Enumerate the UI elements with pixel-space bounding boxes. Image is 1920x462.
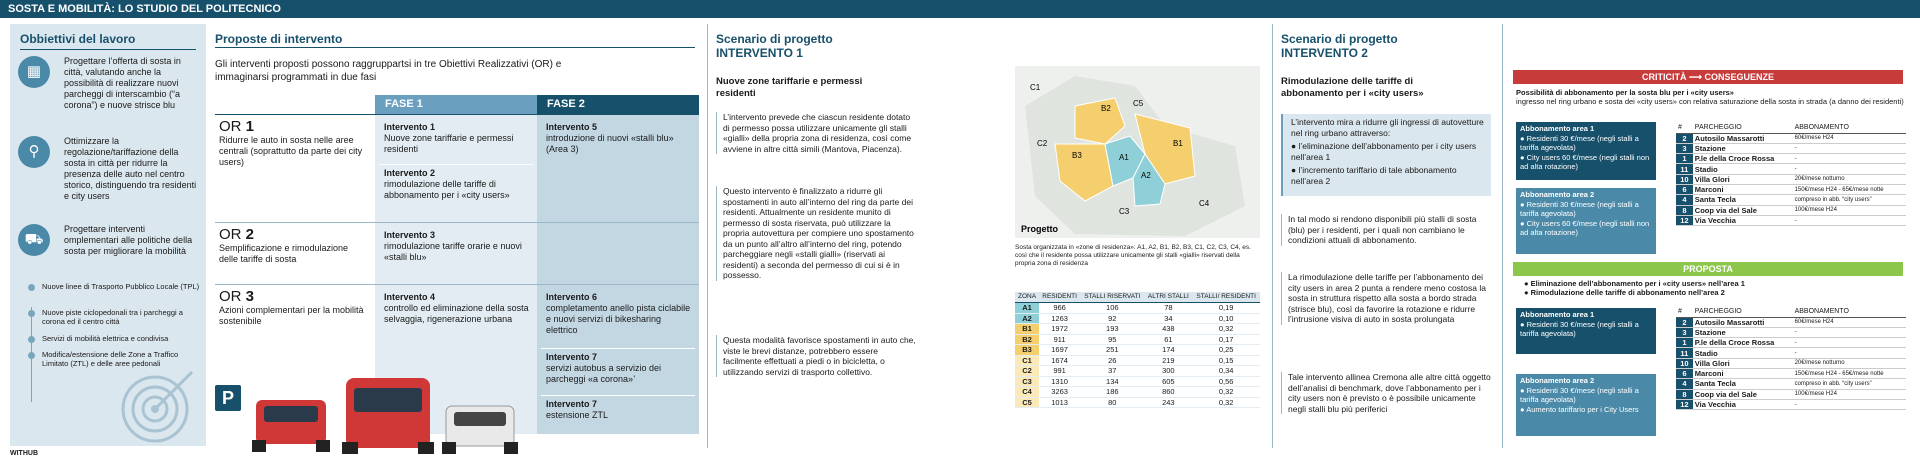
parking-name: Coop via del Sale bbox=[1693, 205, 1793, 215]
page-header: SOSTA E MOBILITÀ: LO STUDIO DEL POLITECNICO bbox=[0, 0, 1920, 18]
proposals-intro: Gli interventi proposti possono raggruppartsi in tre Obiettivi Realizzativi (OR) e immaginarsi programmati in due fasi bbox=[215, 59, 562, 83]
parking-fee: 60€/mese H24 bbox=[1793, 133, 1906, 143]
scenario2-box-intro: L’intervento mira a ridurre gli ingressi di autovetture nel ring urbano attraverso: bbox=[1291, 117, 1484, 138]
value-cell: 0,56 bbox=[1192, 376, 1260, 387]
value-cell: 0,32 bbox=[1192, 324, 1260, 335]
parking-row bbox=[1676, 174, 1906, 184]
parking-name: Marconi bbox=[1693, 184, 1793, 194]
value-cell: 106 bbox=[1080, 303, 1144, 314]
th-residenti: RESIDENTI bbox=[1039, 292, 1080, 303]
parking-name: Via Vecchia bbox=[1693, 215, 1793, 225]
value-cell: 26 bbox=[1080, 355, 1144, 366]
parking-fee: - bbox=[1793, 154, 1906, 164]
parking-fee: compreso in abb. “city users” bbox=[1793, 379, 1906, 389]
parking-fee: - bbox=[1793, 348, 1906, 358]
parking-fee: - bbox=[1793, 143, 1906, 153]
bullet-ztl: Modifica/estensione delle Zone a Traffico Limitato (ZTL) e delle aree pedonali bbox=[28, 350, 204, 368]
th-zona: ZONA bbox=[1015, 292, 1039, 303]
bullet-tpl: Nuove linee di Trasporto Pubblico Locale (TPL) bbox=[28, 282, 204, 291]
parking-name: Stadio bbox=[1693, 348, 1793, 358]
map-zone-b3: B3 bbox=[1072, 151, 1082, 160]
parking-row bbox=[1676, 133, 1906, 143]
zone-row bbox=[1015, 324, 1260, 335]
parking-fee: 100€/mese H24 bbox=[1793, 205, 1906, 215]
intervento-1: Intervento 1 Nuove zone tariffarie e permessi residenti bbox=[384, 122, 514, 154]
zones-table bbox=[1015, 292, 1260, 408]
parking-number: 10 bbox=[1676, 174, 1693, 184]
parking-fee: - bbox=[1793, 327, 1906, 337]
parking-number: 12 bbox=[1676, 215, 1693, 225]
parking-number: 4 bbox=[1676, 195, 1693, 205]
parking-row bbox=[1676, 348, 1906, 358]
objective-1-text: Progettare l’offerta di sosta in città, valutando anche la possibilità di realizzare nuovi parcheggi di interscambio (“a corona”) e nuove strisce blu bbox=[64, 56, 181, 110]
value-cell: 0,32 bbox=[1192, 387, 1260, 398]
zone-cell: C5 bbox=[1015, 397, 1039, 408]
parking-number: 2 bbox=[1676, 133, 1693, 143]
zone-cell: B2 bbox=[1015, 334, 1039, 345]
value-cell: 219 bbox=[1144, 355, 1192, 366]
intervento-5: Intervento 5 introduzione di nuovi «stalli blu» (Area 3) bbox=[546, 122, 674, 154]
criticita-title: Possibilità di abbonamento per la sosta blu per i «city users» bbox=[1516, 88, 1734, 97]
value-cell: 186 bbox=[1080, 387, 1144, 398]
th-stalli-residenti: STALLI/ RESIDENTI bbox=[1192, 292, 1260, 303]
parking-number: 3 bbox=[1676, 143, 1693, 153]
value-cell: 0,32 bbox=[1192, 397, 1260, 408]
parking-row bbox=[1676, 164, 1906, 174]
parking-row bbox=[1676, 154, 1906, 164]
parking-fee: - bbox=[1793, 164, 1906, 174]
value-cell: 438 bbox=[1144, 324, 1192, 335]
map-zone-c3: C3 bbox=[1119, 207, 1130, 216]
parking-fee: - bbox=[1793, 399, 1906, 409]
value-cell: 243 bbox=[1144, 397, 1192, 408]
scenario1-p3: Questa modalità favorisce spostamenti in auto che, viste le brevi distanze, potrebbero essere facilmente effettuati a piedi o in bicicletta, o utilizzando servizi di trasporto collettivo. bbox=[716, 335, 916, 377]
value-cell: 92 bbox=[1080, 313, 1144, 324]
scenario1-title: Scenario di progetto INTERVENTO 1 bbox=[716, 32, 833, 60]
map-zone-a2: A2 bbox=[1141, 171, 1151, 180]
parking-name: Villa Glori bbox=[1693, 174, 1793, 184]
phase-1-header: FASE 1 bbox=[375, 95, 537, 114]
parking-name: Stadio bbox=[1693, 164, 1793, 174]
intervento-2: Intervento 2 rimodulazione delle tariffe di abbonamento per i «city users» bbox=[384, 168, 510, 200]
parking-row bbox=[1676, 368, 1906, 378]
scenario2-subtitle: Rimodulazione delle tariffe di abbonamento per i «city users» bbox=[1281, 76, 1424, 99]
parking-fee: - bbox=[1793, 215, 1906, 225]
value-cell: 300 bbox=[1144, 366, 1192, 377]
parking-table-current: # PARCHEGGIO ABBONAMENTO 2 Autosilo Massarotti 60€/mese H24 3 Stazione - 1 P.le della Croce Rossa - 11 Stadio - 10 Villa Glori 20€/mese notturno 6 Marconi 150€/mese H24 - 65€/mese notte 4 Santa Tecla compreso in abb. “city users” 8 Coop via del Sale 100€/mese H24 12 Via Vecchia - bbox=[1676, 122, 1906, 226]
parking-number: 4 bbox=[1676, 379, 1693, 389]
zone-cell: B3 bbox=[1015, 345, 1039, 356]
value-cell: 1972 bbox=[1039, 324, 1080, 335]
value-cell: 34 bbox=[1144, 313, 1192, 324]
map-zone-b2: B2 bbox=[1101, 104, 1111, 113]
parking-name: Autosilo Massarotti bbox=[1693, 317, 1793, 327]
zone-row bbox=[1015, 387, 1260, 398]
intervento-6: Intervento 6 completamento anello pista ciclabile e nuovi servizi di bikesharing elettrico bbox=[546, 292, 691, 335]
zones-map bbox=[1015, 66, 1260, 238]
value-cell: 61 bbox=[1144, 334, 1192, 345]
map-zone-c4: C4 bbox=[1199, 199, 1210, 208]
value-cell: 911 bbox=[1039, 334, 1080, 345]
parking-number: 3 bbox=[1676, 327, 1693, 337]
parking-row bbox=[1676, 327, 1906, 337]
red-truck-icon bbox=[342, 378, 434, 454]
criticita-text: ingresso nel ring urbano e sosta dei «city users» con relativa saturazione della sosta in strada (a danno dei residenti) bbox=[1516, 97, 1904, 106]
th-stalli-riservati: STALLI RISERVATI bbox=[1080, 292, 1144, 303]
parking-number: 12 bbox=[1676, 399, 1693, 409]
parking-name: Santa Tecla bbox=[1693, 379, 1793, 389]
parking-row bbox=[1676, 195, 1906, 205]
value-cell: 1674 bbox=[1039, 355, 1080, 366]
parking-fee: - bbox=[1793, 338, 1906, 348]
parking-row bbox=[1676, 338, 1906, 348]
map-zone-c5: C5 bbox=[1133, 99, 1144, 108]
criticita-banner: CRITICITÀ ⟶ CONSEGUENZE bbox=[1513, 70, 1903, 84]
parking-name: Via Vecchia bbox=[1693, 399, 1793, 409]
objective-3-text: Progettare interventi omplementari alle politiche della sosta per migliorare la mobilità bbox=[64, 224, 193, 256]
parking-name: Stazione bbox=[1693, 327, 1793, 337]
zone-row bbox=[1015, 334, 1260, 345]
zone-cell: A1 bbox=[1015, 303, 1039, 314]
value-cell: 0,25 bbox=[1192, 345, 1260, 356]
parking-name: Coop via del Sale bbox=[1693, 389, 1793, 399]
intervento-4: Intervento 4 controllo ed eliminazione della sosta selvaggia, rigenerazione urbana bbox=[384, 292, 529, 324]
parking-fee: 150€/mese H24 - 65€/mese notte bbox=[1793, 368, 1906, 378]
objectives-panel bbox=[10, 24, 206, 446]
value-cell: 991 bbox=[1039, 366, 1080, 377]
value-cell: 1310 bbox=[1039, 376, 1080, 387]
zone-cell: C3 bbox=[1015, 376, 1039, 387]
parking-name: Marconi bbox=[1693, 368, 1793, 378]
value-cell: 37 bbox=[1080, 366, 1144, 377]
or-1: OR 1 Ridurre le auto in sosta nelle aree centrali (soprattutto da parte dei city users) bbox=[219, 118, 363, 167]
parking-name: P.le della Croce Rossa bbox=[1693, 154, 1793, 164]
parking-number: 6 bbox=[1676, 184, 1693, 194]
or-3: OR 3 Azioni complementari per la mobilità sostenibile bbox=[219, 288, 364, 326]
parking-sign-icon: P bbox=[215, 385, 241, 411]
parking-row bbox=[1676, 205, 1906, 215]
scenario2-title: Scenario di progetto INTERVENTO 2 bbox=[1281, 32, 1398, 60]
zone-cell: C4 bbox=[1015, 387, 1039, 398]
parking-fee: 20€/mese notturno bbox=[1793, 174, 1906, 184]
parking-row bbox=[1676, 215, 1906, 225]
parking-number: 2 bbox=[1676, 317, 1693, 327]
intervento-3: Intervento 3 rimodulazione tariffe orarie e nuovi «stalli blu» bbox=[384, 230, 522, 262]
objectives-title: Obbiettivi del lavoro bbox=[20, 32, 196, 50]
parking-row bbox=[1676, 317, 1906, 327]
zone-row bbox=[1015, 366, 1260, 377]
zone-row bbox=[1015, 345, 1260, 356]
brand-credit: WITHUB bbox=[10, 450, 38, 457]
parking-row bbox=[1676, 399, 1906, 409]
value-cell: 966 bbox=[1039, 303, 1080, 314]
parking-table-proposed: # PARCHEGGIO ABBONAMENTO 2 Autosilo Massarotti 60€/mese H24 3 Stazione - 1 P.le della Croce Rossa - 11 Stadio - 10 Villa Glori 20€/mese notturno 6 Marconi 150€/mese H24 - 65€/mese notte 4 Santa Tecla compreso in abb. “city users” 8 Coop via del Sale 100€/mese H24 12 Via Vecchia - bbox=[1676, 306, 1906, 410]
zone-cell: C2 bbox=[1015, 366, 1039, 377]
scenario2-box-item-2: ● l’incremento tariffario di tale abbonamento nell’area 2 bbox=[1291, 165, 1457, 186]
zone-row bbox=[1015, 355, 1260, 366]
area1-proposed: Abbonamento area 1 ● Residenti 30 €/mese (negli stalli a tariffa agevolata) bbox=[1516, 308, 1656, 354]
proposta-banner: PROPOSTA bbox=[1513, 262, 1903, 276]
zone-row bbox=[1015, 313, 1260, 324]
value-cell: 174 bbox=[1144, 345, 1192, 356]
cars-illustration bbox=[250, 370, 540, 454]
phase-2-bg bbox=[537, 114, 699, 434]
red-car-icon bbox=[252, 400, 330, 452]
value-cell: 0,17 bbox=[1192, 334, 1260, 345]
map-zone-a1: A1 bbox=[1119, 153, 1129, 162]
parking-fee: 150€/mese H24 - 65€/mese notte bbox=[1793, 184, 1906, 194]
th-altri-stalli: ALTRI STALLI bbox=[1144, 292, 1192, 303]
intervento-7a: Intervento 7 servizi autobus a servizio dei parcheggi «a corona»’ bbox=[546, 352, 662, 384]
parking-name: Stazione bbox=[1693, 143, 1793, 153]
parking-number: 8 bbox=[1676, 389, 1693, 399]
scenario2-box-item-1: ● l’eliminazione dell’abbonamento per i city users nell’area 1 bbox=[1291, 141, 1477, 162]
intervento-7b: Intervento 7 estensione ZTL bbox=[546, 399, 609, 420]
parking-fee: 60€/mese H24 bbox=[1793, 317, 1906, 327]
zone-row bbox=[1015, 376, 1260, 387]
parking-number: 11 bbox=[1676, 164, 1693, 174]
scenario1-p1: L’intervento prevede che ciascun residente dotato di permesso possa utilizzare unicamente gli stalli «gialli» della propria zona di residenza, così come avviene in altre città simili (Mantova, Piacenza). bbox=[716, 112, 916, 154]
parking-fee: 100€/mese H24 bbox=[1793, 389, 1906, 399]
value-cell: 605 bbox=[1144, 376, 1192, 387]
grey-car-icon bbox=[442, 406, 518, 454]
proposta-list: ● Eliminazione dell’abbonamento per i «city users» nell’area 1 ● Rimodulazione delle tariffe di abbonamento nell’area 2 bbox=[1524, 279, 1745, 297]
zone-row bbox=[1015, 397, 1260, 408]
parking-row bbox=[1676, 143, 1906, 153]
parking-name: P.le della Croce Rossa bbox=[1693, 338, 1793, 348]
value-cell: 0,34 bbox=[1192, 366, 1260, 377]
car-icon: ⛟ bbox=[18, 224, 50, 256]
value-cell: 134 bbox=[1080, 376, 1144, 387]
target-icon bbox=[110, 364, 200, 444]
scenario1-subtitle: Nuove zone tariffarie e permessi residenti bbox=[716, 76, 863, 99]
value-cell: 95 bbox=[1080, 334, 1144, 345]
parking-fee: 20€/mese notturno bbox=[1793, 358, 1906, 368]
scenario2-p2: La rimodulazione delle tariffe per l’abbonamento dei city users in area 2 punta a rendere meno costosa la sosta in struttura rispetto alla sosta a bordo strada (strisce blu), così da favorire la rotazione e ridurre l’intrusione visiva di auto in sosta prolungata bbox=[1281, 272, 1491, 325]
value-cell: 80 bbox=[1080, 397, 1144, 408]
parking-name: Autosilo Massarotti bbox=[1693, 133, 1793, 143]
parking-row bbox=[1676, 379, 1906, 389]
parking-number: 1 bbox=[1676, 154, 1693, 164]
value-cell: 860 bbox=[1144, 387, 1192, 398]
parking-row bbox=[1676, 184, 1906, 194]
value-cell: 78 bbox=[1144, 303, 1192, 314]
or-2: OR 2 Semplificazione e rimodulazione delle tariffe di sosta bbox=[219, 226, 349, 264]
scenario1-p2: Questo intervento è finalizzato a ridurre gli spostamenti in auto all’interno del ring da parte dei residenti. Attualmente un residente munito di permesso di sosta riservata, può utilizzare la propria autovettura per compiere uno spostamento da un punto all’altro all’interno del ring, potendo parcheggiare negli «stalli gialli» (riservati ai residenti) a seconda del permesso di cui si è in possesso. bbox=[716, 186, 916, 281]
parking-number: 6 bbox=[1676, 368, 1693, 378]
value-cell: 3263 bbox=[1039, 387, 1080, 398]
parking-number: 10 bbox=[1676, 358, 1693, 368]
parking-number: 11 bbox=[1676, 348, 1693, 358]
objective-2-text: Ottimizzare la regolazione/tariffazione della sosta in città per ridurre la presenza delle auto nel centro storico, distinguendo tra residenti e city users bbox=[64, 136, 197, 201]
parking-name: Villa Glori bbox=[1693, 358, 1793, 368]
map-zone-c2: C2 bbox=[1037, 139, 1048, 148]
location-pin-icon: ⚲ bbox=[18, 136, 50, 168]
area2-proposed: Abbonamento area 2 ● Residenti 30 €/mese (negli stalli a tariffa agevolata) ● Aumento tariffario per i City Users bbox=[1516, 374, 1656, 436]
value-cell: 0,19 bbox=[1192, 303, 1260, 314]
phase-2-header: FASE 2 bbox=[537, 95, 699, 114]
map-zone-c1: C1 bbox=[1030, 83, 1041, 92]
zone-cell: A2 bbox=[1015, 313, 1039, 324]
parking-network-icon: ▦ bbox=[18, 56, 50, 88]
map-zone-b1: B1 bbox=[1173, 139, 1183, 148]
value-cell: 1013 bbox=[1039, 397, 1080, 408]
bullet-bike-lanes: Nuove piste ciclopedonali tra i parcheggi a corona ed il centro città bbox=[28, 308, 204, 326]
parking-number: 8 bbox=[1676, 205, 1693, 215]
scenario2-p3: Tale intervento allinea Cremona alle altre città oggetto dell’analisi di benchmark, dove l’abbonamento per i city users non è previsto o è possibile unicamente negli stalli blu più periferici bbox=[1281, 372, 1491, 414]
bullet-electric: Servizi di mobilità elettrica e condivisa bbox=[28, 334, 204, 343]
parking-name: Santa Tecla bbox=[1693, 195, 1793, 205]
proposals-title: Proposte di intervento bbox=[215, 32, 343, 46]
scenario2-box bbox=[1281, 114, 1491, 196]
parking-number: 1 bbox=[1676, 338, 1693, 348]
value-cell: 0,15 bbox=[1192, 355, 1260, 366]
arrow-right-icon: ⟶ bbox=[1689, 72, 1702, 82]
value-cell: 193 bbox=[1080, 324, 1144, 335]
parking-row bbox=[1676, 358, 1906, 368]
map-caption: Sosta organizzata in «zone di residenza»: A1, A2, B1, B2, B3, C1, C2, C3, C4, es. così che il residente possa utilizzare unicamente gli stalli «gialli» riservati della propria zona di residenza bbox=[1015, 244, 1251, 267]
value-cell: 0,10 bbox=[1192, 313, 1260, 324]
area2-current: Abbonamento area 2 ● Residenti 30 €/mese (negli stalli a tariffa agevolata) ● City users 60 €/mese (negli stalli non ad alta rotazione) bbox=[1516, 188, 1656, 254]
zone-cell: B1 bbox=[1015, 324, 1039, 335]
area1-current: Abbonamento area 1 ● Residenti 30 €/mese (negli stalli a tariffa agevolata) ● City users 60 €/mese (negli stalli non ad alta rotazione) bbox=[1516, 122, 1656, 180]
map-label: Progetto bbox=[1021, 224, 1058, 234]
zone-row bbox=[1015, 303, 1260, 314]
parking-fee: compreso in abb. “city users” bbox=[1793, 195, 1906, 205]
zone-cell: C1 bbox=[1015, 355, 1039, 366]
value-cell: 251 bbox=[1080, 345, 1144, 356]
scenario2-p1: In tal modo si rendono disponibili più stalli di sosta (blu) per i residenti, per i quali non cambiano le condizioni attuali di abbonamento. bbox=[1281, 214, 1491, 246]
value-cell: 1263 bbox=[1039, 313, 1080, 324]
value-cell: 1697 bbox=[1039, 345, 1080, 356]
parking-row bbox=[1676, 389, 1906, 399]
